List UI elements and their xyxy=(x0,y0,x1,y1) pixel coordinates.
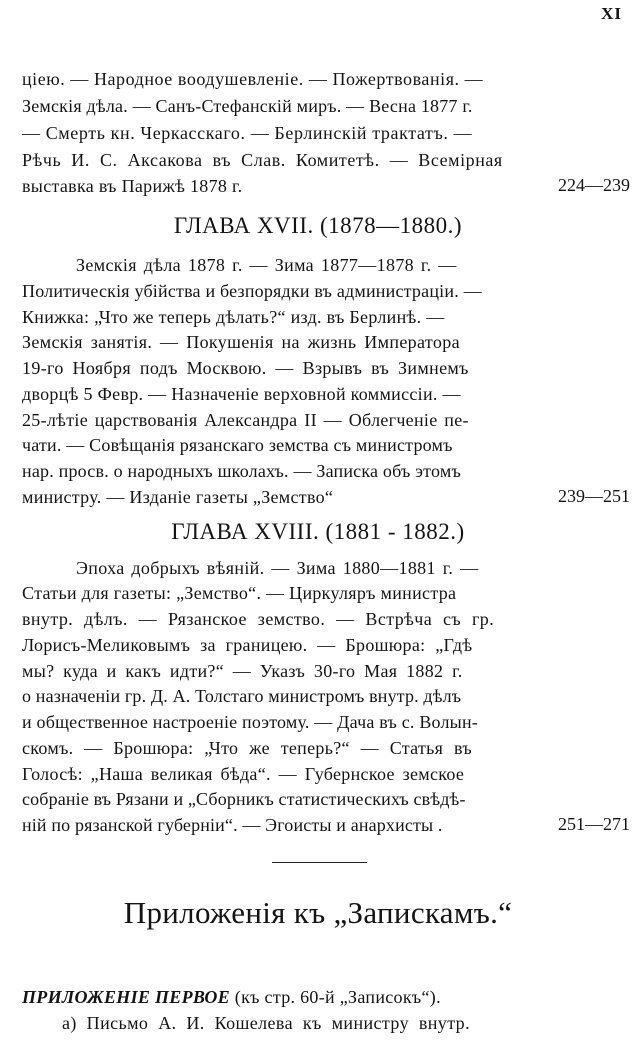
text-line: скомъ. — Брошюра: „Что же теперь?“ — Статья въ xyxy=(22,738,472,758)
text-line: чати. — Совѣщанiя рязанскаго земства съ министромъ xyxy=(22,435,453,455)
appendix-first-ref: (къ стр. 60-й „Записокъ“). xyxy=(229,987,441,1007)
text-line: внутр. дѣлъ. — Рязанское земство. — Встрѣча съ гр. xyxy=(22,609,495,629)
text-line: Земскiя дѣла 1878 г. — Зима 1877—1878 г. — xyxy=(76,255,457,275)
text-line: Статьи для газеты: „Земство“. — Циркуляръ министра xyxy=(22,583,457,603)
chapter-18-heading: ГЛАВА XVIII. (1881 - 1882.) xyxy=(171,519,465,544)
text-line: выставка въ Парижѣ 1878 г. xyxy=(22,176,243,196)
page-range: 239—251 xyxy=(558,486,630,506)
text-line: Эпоха добрыхъ вѣянiй. — Зима 1880—1881 г. — xyxy=(76,558,479,578)
text-line: Земскiя занятiя. — Покушенiя на жизнь Императора xyxy=(22,332,460,352)
appendices-title: Приложенiя къ „Запискамъ.“ xyxy=(123,895,513,930)
page-range: 251—271 xyxy=(558,814,630,834)
section-divider xyxy=(272,862,367,863)
appendix-first-heading xyxy=(22,986,441,1008)
appendix-first-label: ПРИЛОЖЕНIЕ ПЕРВОЕ xyxy=(22,987,230,1007)
text-line: Книжка: „Что же теперь дѣлать?“ изд. въ Берлинѣ. — xyxy=(22,307,445,327)
text-line: Лорисъ-Меликовымъ за границею. — Брошюра: „Гдѣ xyxy=(22,635,473,655)
text-line: собранiе въ Рязани и „Сборникъ статистическихъ свѣдѣ- xyxy=(22,789,466,809)
text-line: и общественное настроенiе поэтому. — Дача въ с. Волын- xyxy=(22,712,478,732)
text-line: Политическiя убiйства и безпорядки въ администрацiи. — xyxy=(22,281,482,301)
text-line: мы? куда и какъ идти?“ — Указъ 30-го Мая 1882 г. xyxy=(22,661,463,681)
text-line: 19-го Ноября подъ Москвою. — Взрывъ въ Зимнемъ xyxy=(22,358,469,378)
text-line: 25-лѣтiе царствованiя Александра II — Облегченiе пе- xyxy=(22,410,469,430)
text-line: дворцѣ 5 Февр. — Назначенiе верховной коммиссiи. — xyxy=(22,384,461,404)
text-line: Земскiя дѣла. — Санъ-Стефанскiй миръ. — Весна 1877 г. xyxy=(22,96,473,116)
text-line: нiй по рязанской губернiи“. — Эгоисты и анархисты . xyxy=(22,815,443,835)
text-line: о назначенiи гр. Д. А. Толстаго министромъ внутр. дѣлъ xyxy=(22,686,462,706)
text-line: Рѣчь И. С. Аксакова въ Слав. Комитетѣ. — Всемiрная xyxy=(22,150,503,170)
text-line: цiею. — Народное воодушевленiе. — Пожертвованiя. — xyxy=(22,69,484,89)
page-number: XI xyxy=(601,4,622,23)
text-line: — Смерть кн. Черкасскаго. — Берлинскiй трактатъ. — xyxy=(22,123,473,143)
chapter-17-heading: ГЛАВА XVII. (1878—1880.) xyxy=(173,213,463,238)
page-range: 224—239 xyxy=(558,175,630,195)
text-line: министру. — Изданiе газеты „Земство“ xyxy=(22,487,334,507)
text-line: нар. просв. о народныхъ школахъ. — Записка объ этомъ xyxy=(22,461,461,481)
text-line: Голосѣ: „Наша великая бѣда“. — Губернское земское xyxy=(22,764,465,784)
appendix-item-a: а) Письмо А. И. Кошелева къ министру внутр. xyxy=(62,1013,470,1033)
